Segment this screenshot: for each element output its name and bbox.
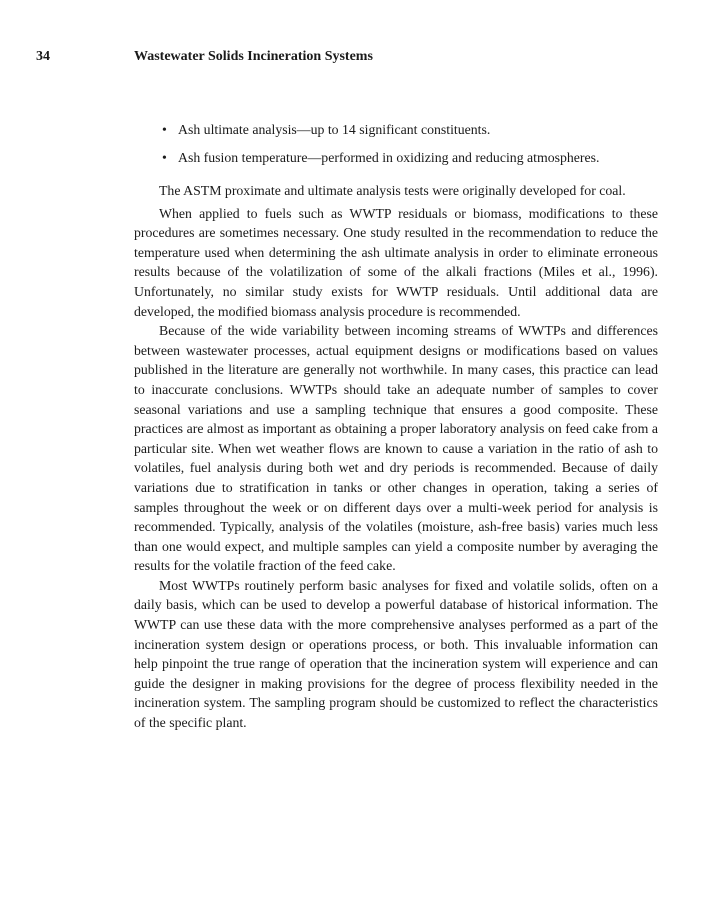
list-item (160, 149, 670, 167)
paragraph: Because of the wide variability between incoming streams of WWTPs and differences between wastewater processes, actual equipment designs or modifications based on values published in the literature are generally not worthwhile. In many cases, this practice can lead to inaccurate conclusions. WWTPs should take an adequate number of samples to cover seasonal variations and use a sampling technique that ensures a good composite. These practices are almost as important as obtaining a proper laboratory analysis on feed cake from a particular site. When wet weather flows are known to cause a variation in the ratio of ash to volatiles, fuel analysis during both wet and dry periods is recommended. Because of daily variations due to stratification in tanks or other changes in operation, taking a series of samples throughout the week or on different days over a multi-week period for analysis is recommended. Typically, analysis of the volatiles (moisture, ash-free basis) varies much less than one would expect, and multiple samples can yield a composite number by averaging the results for the volatile fraction of the feed cake. (134, 323, 658, 574)
paragraph: When applied to fuels such as WWTP residuals or biomass, modifications to these procedures are sometimes necessary. One study resulted in the recommendation to reduce the temperature used when determining the ash ultimate analysis in order to eliminate erroneous results because of the volatilization of some of the alkali fractions (Miles et al., 1996). Unfortunately, no similar study exists for WWTP residuals. Until additional data are developed, the modified biomass analysis procedure is recommended. (134, 205, 658, 319)
paragraph: The ASTM proximate and ultimate analysis tests were originally developed for coal. (159, 183, 626, 198)
running-title: Wastewater Solids Incineration Systems (134, 49, 373, 64)
page-header (36, 49, 667, 69)
list-item (160, 121, 670, 139)
list-item-text: Ash fusion temperature—performed in oxidizing and reducing atmospheres. (178, 150, 600, 165)
page-number: 34 (36, 49, 50, 64)
bullet-marker: • (162, 122, 167, 137)
paragraph: Most WWTPs routinely perform basic analyses for fixed and volatile solids, often on a daily basis, which can be used to develop a powerful database of historical information. The WWTP can use these data with the more comprehensive analyses performed as a part of the incineration system design or operations process, or both. This invaluable information can help pinpoint the true range of operation that the incineration system will experience and can guide the designer in making provisions for the degree of process flexibility needed in the incineration system. The sampling program should be customized to reflect the characteristics of the specific plant. (134, 577, 658, 731)
body-text (134, 181, 658, 733)
bullet-marker: • (162, 150, 167, 165)
bullet-list (160, 121, 670, 177)
list-item-text: Ash ultimate analysis—up to 14 significant constituents. (178, 122, 491, 137)
